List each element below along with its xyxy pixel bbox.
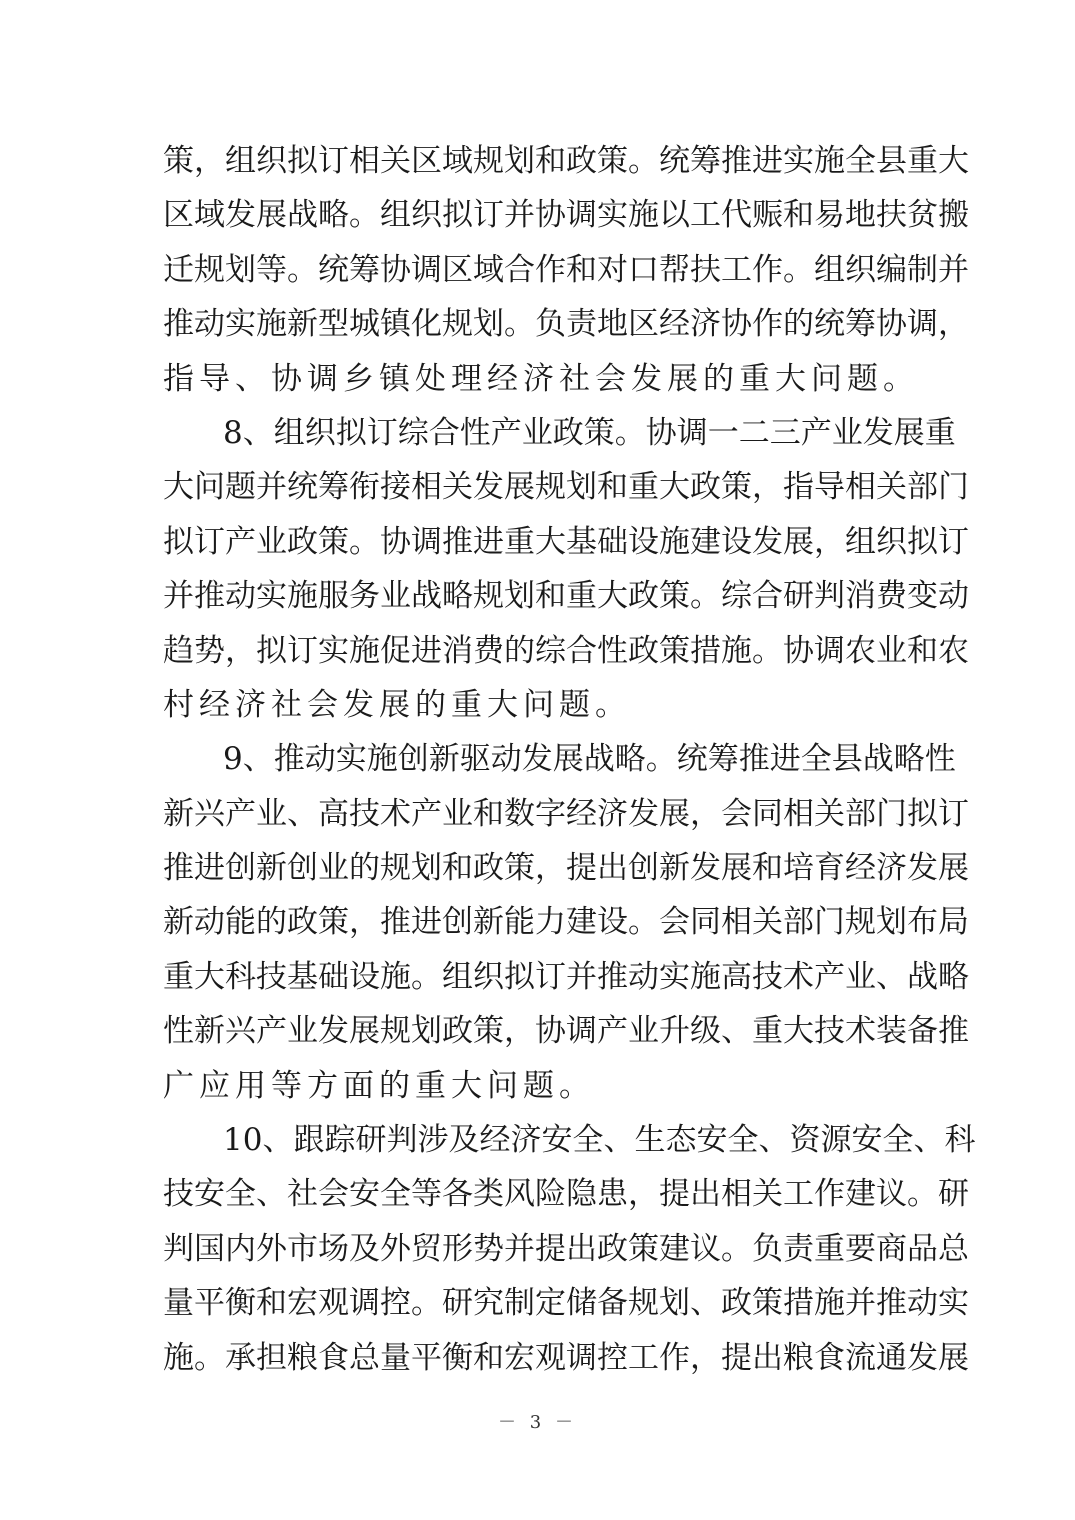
text-line: 策，组织拟订相关区域规划和政策。统筹推进实施全县重大 — [163, 143, 969, 179]
text-line: 村经济社会发展的重大问题。 — [163, 686, 631, 723]
text-line: 迁规划等。统筹协调区域合作和对口帮扶工作。组织编制并 — [163, 251, 969, 288]
text-line: 并推动实施服务业战略规划和重大政策。综合研判消费变动 — [163, 578, 969, 615]
paragraph-8-first-line: 8、组织拟订综合性产业政策。协调一二三产业发展重 — [223, 414, 956, 451]
text-line: 判国内外市场及外贸形势并提出政策建议。负责重要商品总 — [163, 1230, 969, 1267]
text-line: 指导、协调乡镇处理经济社会发展的重大问题。 — [163, 360, 919, 397]
body-text — [163, 134, 976, 1385]
text-line: 广应用等方面的重大问题。 — [163, 1067, 595, 1104]
text-line: 推动实施新型城镇化规划。负责地区经济协作的统筹协调， — [163, 306, 969, 343]
paragraph-9-first-line: 9、推动实施创新驱动发展战略。统筹推进全县战略性 — [223, 741, 956, 778]
text-line: 新动能的政策，推进创新能力建设。会同相关部门规划布局 — [163, 904, 969, 941]
text-line: 推进创新创业的规划和政策，提出创新发展和培育经济发展 — [163, 850, 969, 887]
text-line: 性新兴产业发展规划政策，协调产业升级、重大技术装备推 — [163, 1013, 969, 1050]
text-line: 新兴产业、高技术产业和数字经济发展，会同相关部门拟订 — [163, 795, 969, 832]
text-line: 趋势，拟订实施促进消费的综合性政策措施。协调农业和农 — [163, 632, 969, 669]
text-line: 区域发展战略。组织拟订并协调实施以工代赈和易地扶贫搬 — [163, 197, 969, 234]
text-line: 技安全、社会安全等各类风险隐患，提出相关工作建议。研 — [163, 1176, 969, 1213]
page-number: － 3 － — [498, 1412, 577, 1433]
text-line: 拟订产业政策。协调推进重大基础设施建设发展，组织拟订 — [163, 523, 969, 560]
paragraph-10-first-line: 10、跟踪研判涉及经济安全、生态安全、资源安全、科 — [223, 1122, 976, 1159]
text-line: 量平衡和宏观调控。研究制定储备规划、政策措施并推动实 — [163, 1285, 969, 1322]
text-line: 大问题并统筹衔接相关发展规划和重大政策，指导相关部门 — [163, 469, 969, 506]
text-line: 重大科技基础设施。组织拟订并推动实施高技术产业、战略 — [163, 958, 969, 995]
text-line: 施。承担粮食总量平衡和宏观调控工作，提出粮食流通发展 — [163, 1339, 969, 1376]
